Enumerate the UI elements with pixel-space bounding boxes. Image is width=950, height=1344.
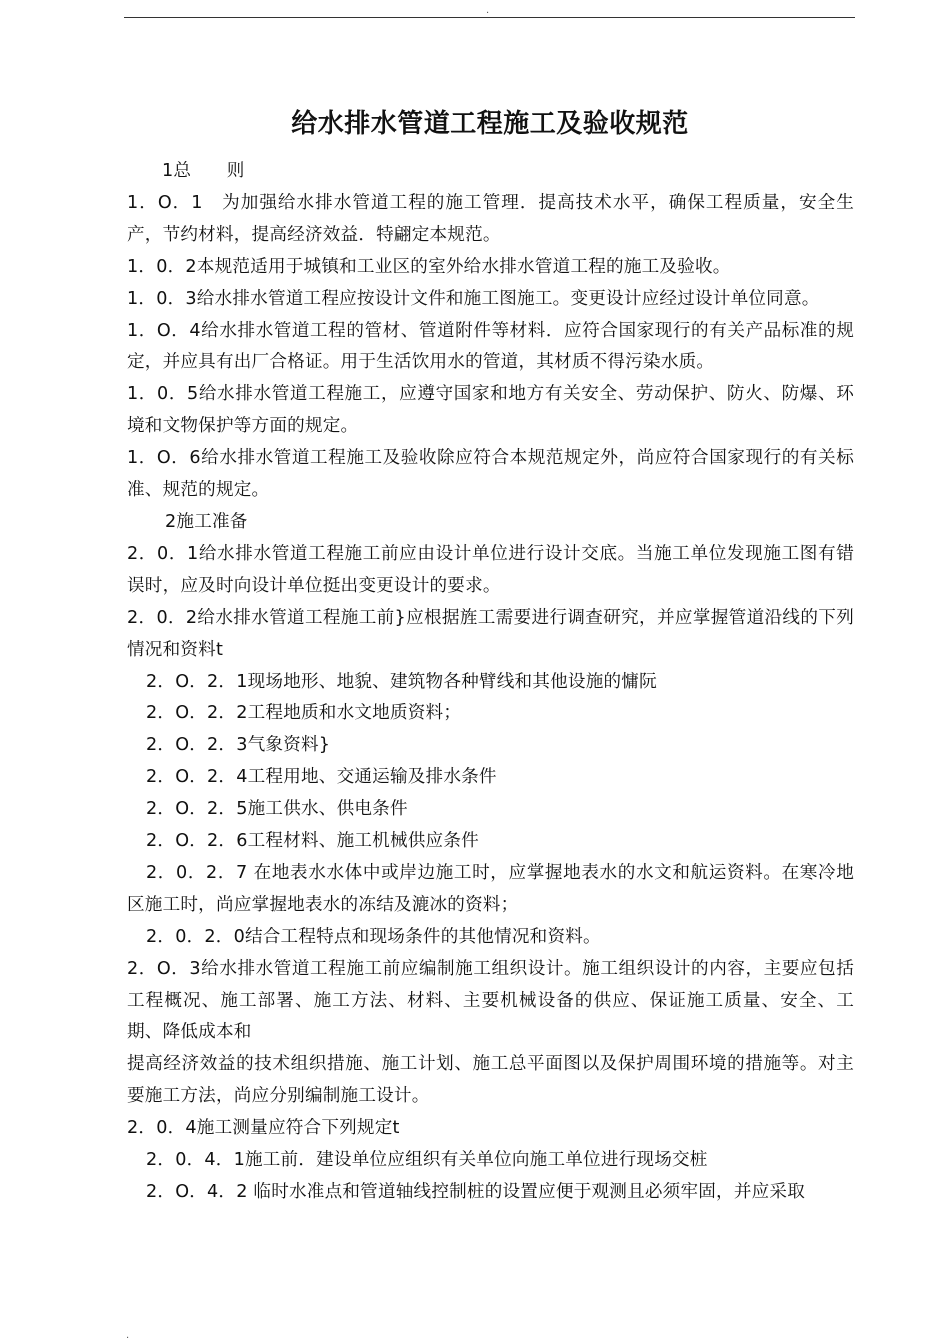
paragraph: 2．O．3给水排水管道工程施工前应编制施工组织设计。施工组织设计的内容，主要应包括工程概况、施工部署、施工方法、材料、主要机械设备的供应、保证施工质量、安全、工期、降低成本和 (127, 958, 854, 1043)
sub-clause: 2．0．2．0结合工程特点和现场条件的其他情况和资料。 (146, 926, 601, 947)
paragraph: 2．0．1给水排水管道工程施工前应由设计单位进行设计交底。当施工单位发现施工图有错误时，应及时向设计单位挺出变更设计的要求。 (127, 543, 854, 596)
sub-clause: 2．O．2．5施工供水、供电条件 (146, 799, 408, 820)
chapter-heading: 1总 则 (162, 161, 245, 181)
paragraph: 1．O．1 为加强给水排水管道工程的施工管理．提高技术水平，确保工程质量，安全生产，节约材料，提高经济效益．特翩定本规范。 (127, 192, 854, 245)
sub-clause: 2．O．2．2工程地质和水文地质资料； (146, 703, 462, 724)
paragraph: 1．O．4给水排水管道工程的管材、管道附件等材料．应符合国家现行的有关产品标准的规定，并应具有出厂合格证。用于生活饮用水的管道，其材质不得污染水质。 (127, 320, 854, 373)
paragraph: 1．0．5给水排水管道工程施工，应遵守国家和地方有关安全、劳动保护、防火、防爆、环境和文物保护等方面的规定。 (127, 384, 854, 437)
footer-mark: . (126, 1330, 130, 1341)
document-body (127, 156, 854, 1209)
document-title: 给水排水管道工程施工及验收规范 (291, 109, 689, 139)
paragraph: 2．0．4施工测量应符合下列规定t (127, 1118, 400, 1139)
paragraph: 2．0．2给水排水管道工程施工前}应根据旌工需要进行调查研究，并应掌握管道沿线的下列情况和资料t (127, 607, 854, 660)
sub-clause: 2．O．4．2 临时水准点和管道轴线控制桩的设置应便于观测且必须牢固，并应采取 (146, 1182, 806, 1202)
paragraph: 1．0．3给水排水管道工程应按设计文件和施工图施工。变更设计应经过设计单位同意。 (127, 288, 820, 309)
sub-clause: 2．0．2．7 在地表水水体中或岸边施工时，应掌握地表水的水文和航运资料。在寒冷地区施工时，尚应掌握地表水的冻结及漉冰的资料； (127, 862, 854, 915)
sub-clause: 2．O．2．1现场地形、地貌、建筑物各种臂线和其他设施的慵阮 (146, 671, 657, 692)
sub-clause: 2．O．2．6工程材料、施工机械供应条件 (146, 831, 479, 852)
sub-clause: 2．0．4．1施工前．建设单位应组织有关单位向施工单位进行现场交桩 (146, 1150, 708, 1171)
paragraph: 提高经济效益的技术组织措施、施工计划、施工总平面图以及保护周围环境的措施等。对主要施工方法，尚应分别编制施工设计。 (127, 1054, 854, 1107)
sub-clause: 2．O．2．4工程用地、交通运输及排水条件 (146, 767, 497, 788)
header-mark: . (486, 5, 490, 16)
sub-clause: 2．O．2．3气象资料} (146, 735, 331, 756)
chapter-heading: 2施工准备 (165, 511, 248, 532)
header-rule (124, 17, 855, 18)
paragraph: 1．O．6给水排水管道工程施工及验收除应符合本规范规定外，尚应符合国家现行的有关标准、规范的规定。 (127, 448, 854, 501)
paragraph: 1．0．2本规范适用于城镇和工业区的室外给水排水管道工程的施工及验收。 (127, 256, 731, 277)
